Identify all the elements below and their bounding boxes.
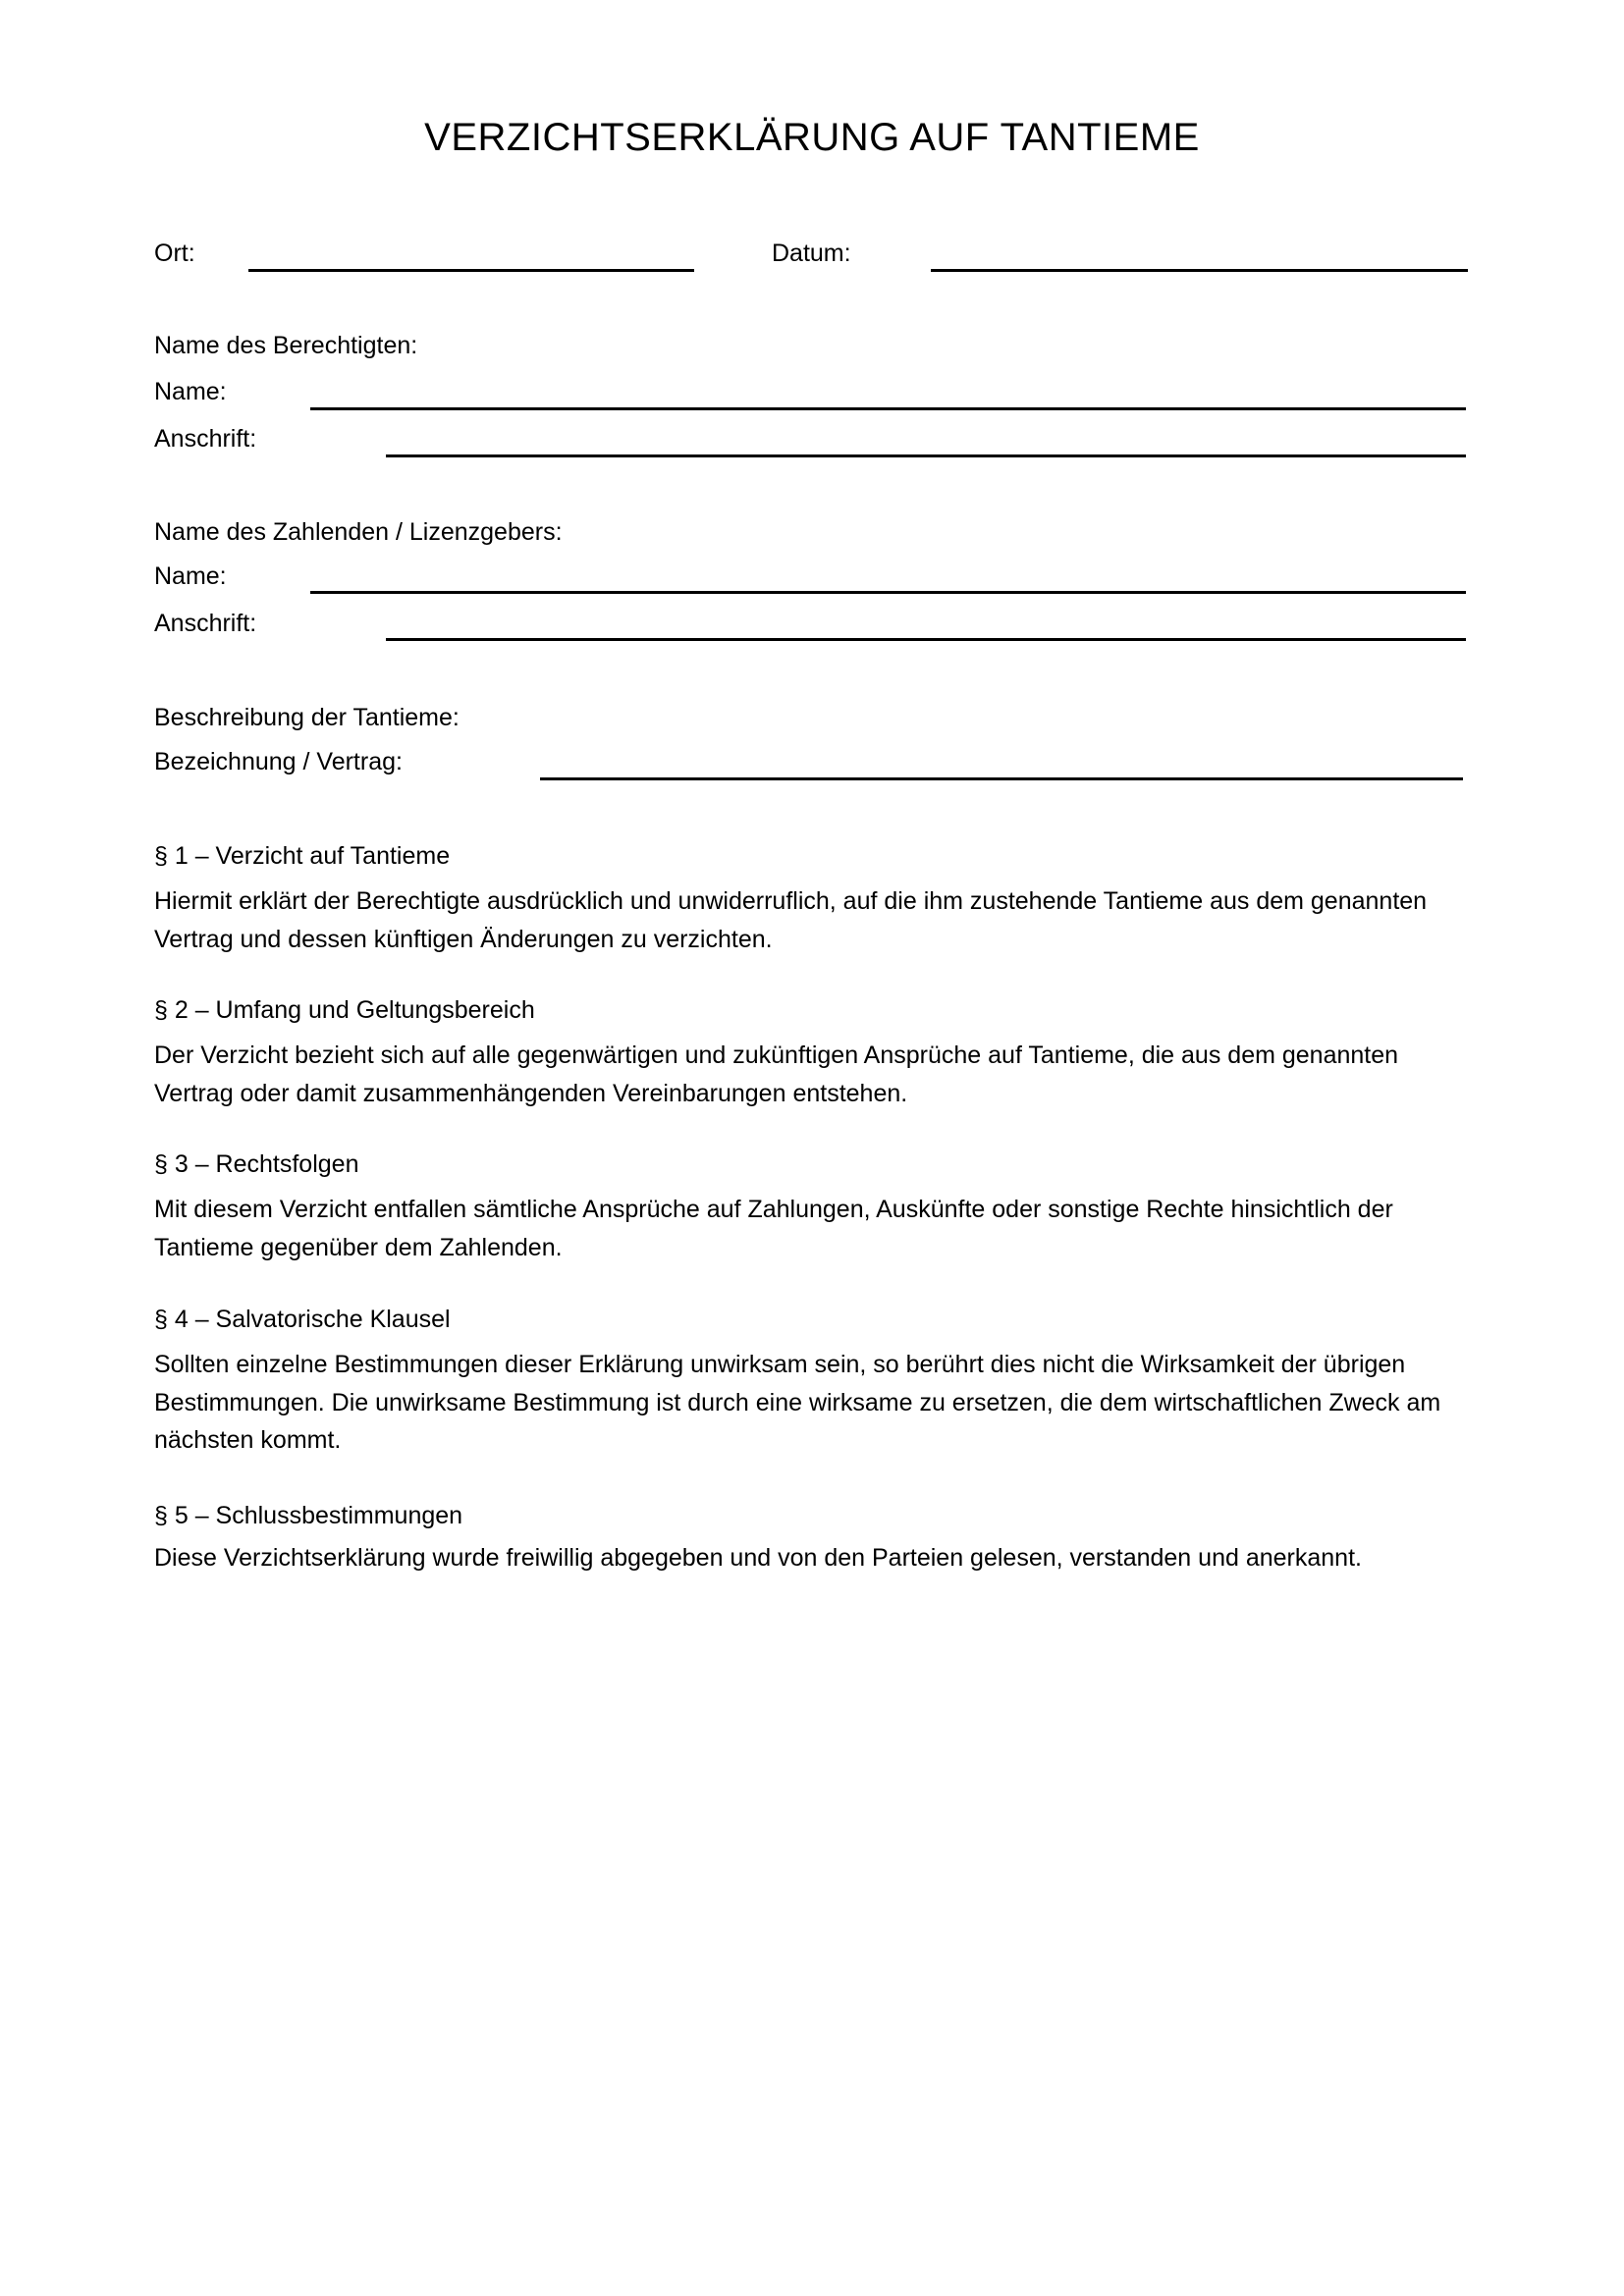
berechtigter-anschrift-label: Anschrift: bbox=[154, 425, 257, 453]
ort-label: Ort: bbox=[154, 240, 195, 267]
ort-fill-line bbox=[248, 269, 694, 272]
paragraph-1-heading: § 1 – Verzicht auf Tantieme bbox=[154, 842, 451, 870]
berechtigter-section-heading: Name des Berechtigten: bbox=[154, 332, 418, 359]
bezeichnung-vertrag-label: Bezeichnung / Vertrag: bbox=[154, 748, 403, 775]
paragraph-5-heading: § 5 – Schlussbestimmungen bbox=[154, 1502, 463, 1529]
zahlender-anschrift-fill-line bbox=[386, 638, 1466, 641]
datum-fill-line bbox=[931, 269, 1468, 272]
zahlender-name-fill-line bbox=[310, 591, 1466, 594]
zahlender-section-heading: Name des Zahlenden / Lizenzgebers: bbox=[154, 518, 563, 546]
paragraph-3-heading: § 3 – Rechtsfolgen bbox=[154, 1150, 359, 1178]
document-title: VERZICHTSERKLÄRUNG AUF TANTIEME bbox=[424, 116, 1200, 159]
berechtigter-name-label: Name: bbox=[154, 378, 227, 405]
paragraph-4-body: Sollten einzelne Bestimmungen dieser Erklärung unwirksam sein, so berührt dies nicht die Wirksamkeit der übrigen Bestimmungen. Die unwirksame Bestimmung ist durch eine wirksame zu ersetzen, die dem wirtschaftlichen Zweck am nächsten kommt. bbox=[154, 1351, 1441, 1454]
zahlender-name-label: Name: bbox=[154, 562, 227, 590]
beschreibung-section-heading: Beschreibung der Tantieme: bbox=[154, 704, 460, 731]
paragraph-4-heading: § 4 – Salvatorische Klausel bbox=[154, 1306, 451, 1333]
paragraph-3-body: Mit diesem Verzicht entfallen sämtliche Ansprüche auf Zahlungen, Auskünfte oder sonstige Rechte hinsichtlich der Tantieme gegenüber dem Zahlenden. bbox=[154, 1196, 1393, 1261]
paragraph-2-body: Der Verzicht bezieht sich auf alle gegenwärtigen und zukünftigen Ansprüche auf Tantieme, die aus dem genannten Vertrag oder damit zusammenhängenden Vereinbarungen entstehen. bbox=[154, 1041, 1399, 1107]
paragraph-5-body: Diese Verzichtserklärung wurde freiwillig abgegeben und von den Parteien gelesen, verstanden und anerkannt. bbox=[154, 1544, 1362, 1572]
berechtigter-name-fill-line bbox=[310, 407, 1466, 410]
paragraph-1-body: Hiermit erklärt der Berechtigte ausdrücklich und unwiderruflich, auf die ihm zustehende Tantieme aus dem genannten Vertrag und dessen künftigen Änderungen zu verzichten. bbox=[154, 887, 1428, 953]
zahlender-anschrift-label: Anschrift: bbox=[154, 610, 257, 637]
paragraph-2-heading: § 2 – Umfang und Geltungsbereich bbox=[154, 996, 535, 1024]
berechtigter-anschrift-fill-line bbox=[386, 454, 1466, 457]
bezeichnung-vertrag-fill-line bbox=[540, 777, 1463, 780]
datum-label: Datum: bbox=[772, 240, 851, 267]
